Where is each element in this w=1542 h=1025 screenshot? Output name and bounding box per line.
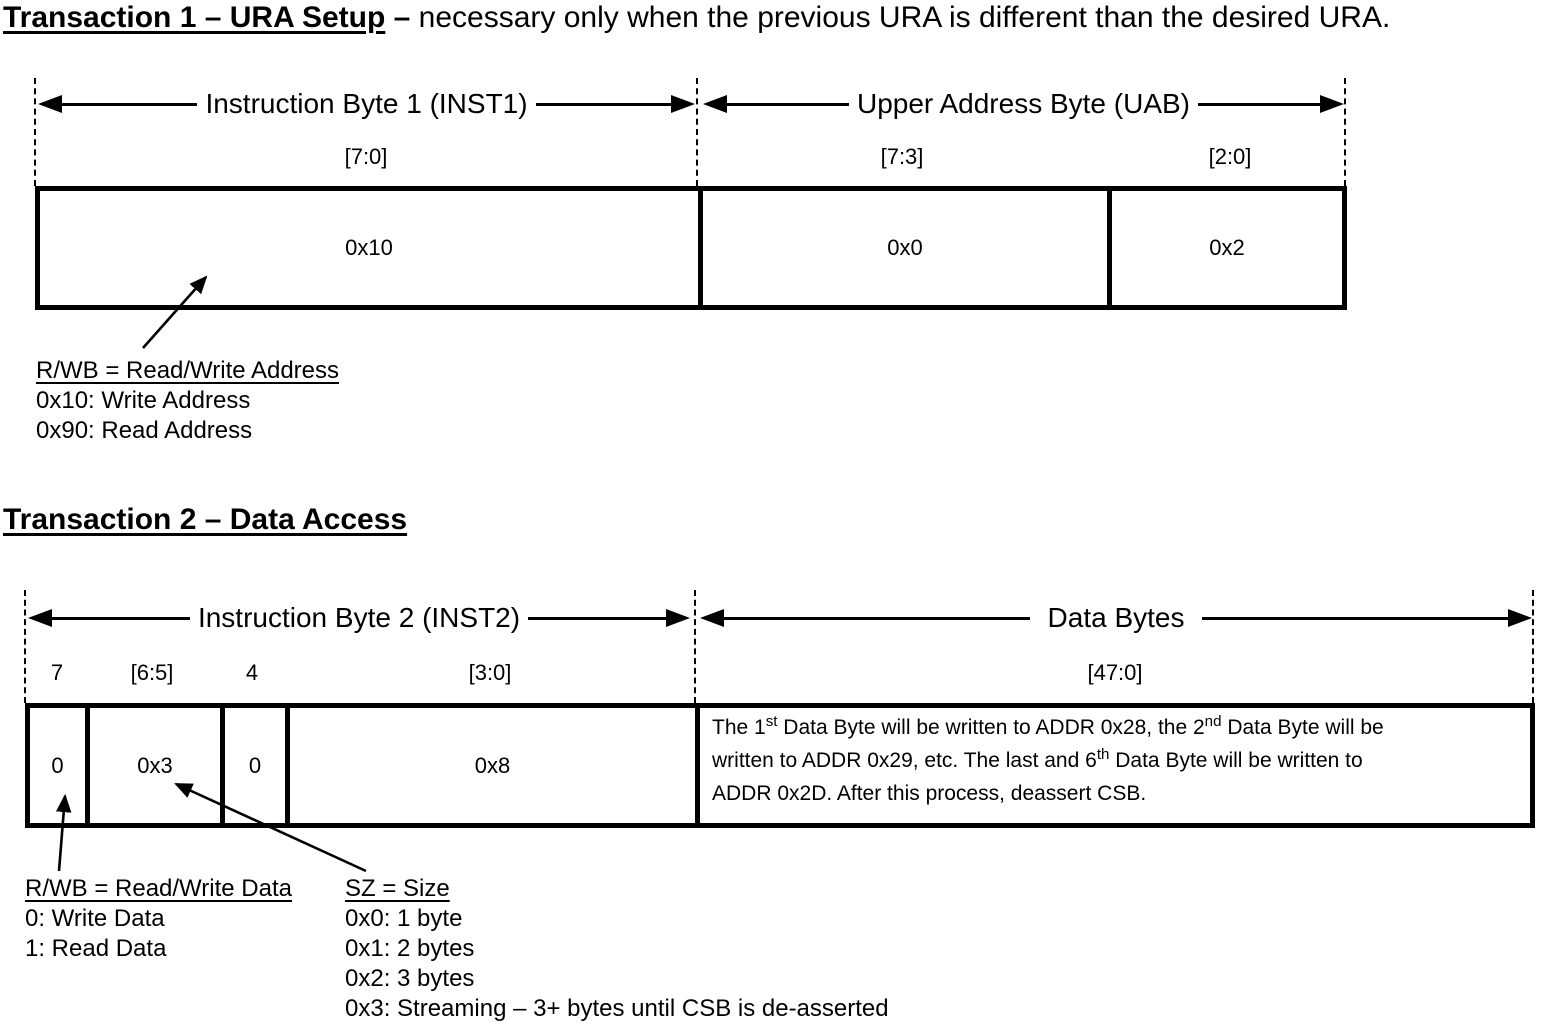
arrowhead-right-icon (666, 609, 690, 627)
rwb-address-note-header: R/WB = Read/Write Address (36, 357, 339, 384)
arrow-line (52, 617, 190, 620)
arrow-line (1202, 617, 1508, 620)
data-bytes-description-cell: The 1st Data Byte will be written to ADDR 0x28, the 2nd Data Byte will be written to ADDR 0x29, etc. The last and 6th Data Byte will be written to ADDR 0x2D. After this process, deassert CSB. (712, 713, 1384, 805)
bit-label-data: [47:0] (1087, 660, 1143, 685)
note-line: 0x1: 2 bytes (345, 935, 475, 962)
note-line: 0x90: Read Address (36, 417, 253, 444)
transaction1-title (3, 1, 1390, 35)
bit-label-4: 4 (245, 660, 259, 685)
uab-high-value-cell: 0x0 (703, 191, 1112, 305)
note-line: 0x10: Write Address (36, 387, 251, 414)
arrow-line (727, 103, 849, 106)
note-line: 0x2: 3 bytes (345, 965, 475, 992)
arrow-line (1198, 103, 1320, 106)
bit-label-inst1: [7:0] (344, 144, 388, 169)
transaction2-title (3, 503, 407, 537)
transaction1-title-underlined: Transaction 1 – URA Setup (3, 1, 386, 34)
arrow-line (724, 617, 1030, 620)
sz-note (345, 874, 889, 1024)
bit-label-uab-high: [7:3] (880, 144, 924, 169)
transaction1-title-rest: necessary only when the previous URA is different than the desired URA. (418, 1, 1391, 34)
rwb-data-note (25, 874, 292, 964)
arrowhead-right-icon (671, 95, 695, 113)
uab-span-label: Upper Address Byte (UAB) (856, 88, 1191, 119)
transaction2-title-underlined: Transaction 2 – Data Access (3, 503, 408, 536)
transaction1-field-box (35, 186, 1347, 310)
uab-span-arrow (703, 89, 1344, 119)
sz-value-cell: 0x3 (90, 708, 225, 823)
rwb-value-cell: 0 (30, 708, 90, 823)
dashed-boundary (696, 78, 698, 186)
dashed-boundary (694, 590, 696, 703)
arrow-line (62, 103, 197, 106)
dashed-boundary (1532, 590, 1534, 703)
uab-low-value-cell: 0x2 (1209, 235, 1245, 260)
bit-label-sz: [6:5] (130, 660, 174, 685)
bit4-value-cell: 0 (225, 708, 290, 823)
inst2-span-label: Instruction Byte 2 (INST2) (197, 602, 521, 633)
rwb-address-note (36, 356, 339, 446)
bit-label-ura: [3:0] (468, 660, 512, 685)
arrowhead-right-icon (1320, 95, 1344, 113)
note-line: 0x0: 1 byte (345, 905, 463, 932)
arrow-line (528, 617, 666, 620)
inst1-span-arrow (38, 89, 695, 119)
arrowhead-left-icon (28, 609, 52, 627)
note-line: 0: Write Data (25, 905, 165, 932)
rwb-data-note-header: R/WB = Read/Write Data (25, 875, 292, 902)
inst1-span-label: Instruction Byte 1 (INST1) (205, 88, 528, 119)
dashed-boundary (1344, 78, 1346, 186)
arrowhead-right-icon (1508, 609, 1532, 627)
dashed-boundary (24, 590, 26, 703)
inst1-value-cell: 0x10 (40, 191, 703, 305)
bit-label-uab-low: [2:0] (1208, 144, 1252, 169)
arrow-line (536, 103, 671, 106)
note-line: 1: Read Data (25, 935, 167, 962)
dashed-boundary (34, 78, 36, 186)
arrowhead-left-icon (703, 95, 727, 113)
data-bytes-span-arrow (700, 603, 1532, 633)
data-bytes-span-label: Data Bytes (1047, 602, 1185, 633)
arrowhead-left-icon (700, 609, 724, 627)
bit-label-rwb: 7 (50, 660, 64, 685)
arrowhead-left-icon (38, 95, 62, 113)
transaction2-field-box (25, 703, 1535, 828)
lra-value-cell: 0x8 (290, 708, 700, 823)
note-line: 0x3: Streaming – 3+ bytes until CSB is de-asserted (345, 995, 889, 1022)
inst2-span-arrow (28, 603, 690, 633)
transaction1-title-dash: – (385, 1, 419, 34)
sz-note-header: SZ = Size (345, 875, 450, 902)
